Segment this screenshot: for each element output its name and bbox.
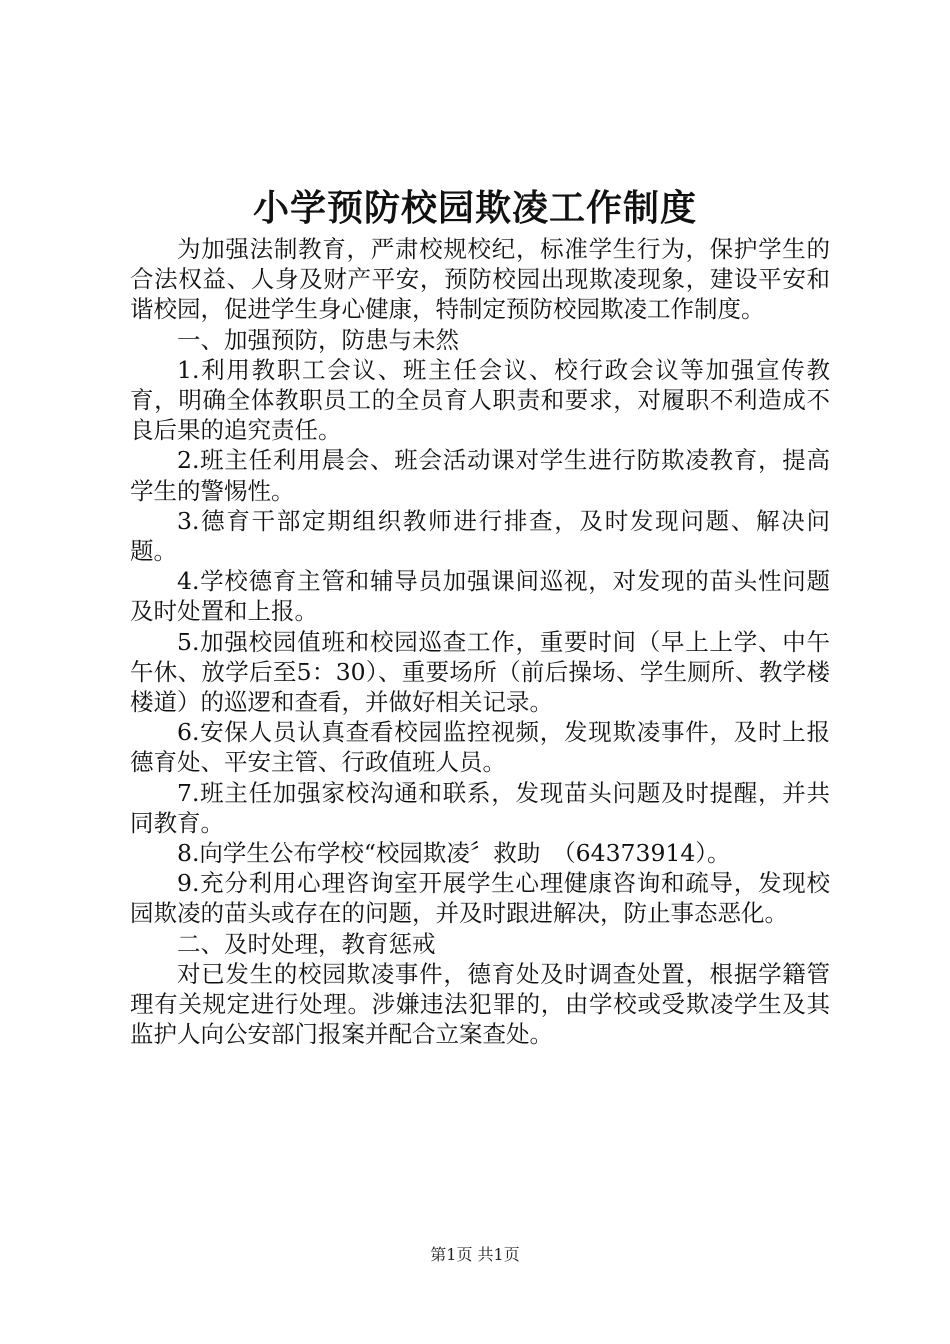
list-item-4: 4.学校德育主管和辅导员加强课间巡视，对发现的苗头性问题及时处置和上报。	[130, 567, 830, 626]
section-heading-1: 一、加强预防，防患与未然	[177, 325, 459, 354]
closing-paragraph: 对已发生的校园欺凌事件，德育处及时调查处置，根据学籍管理有关规定进行处理。涉嫌违法犯罪的，由学校或受欺凌学生及其监护人向公安部门报案并配合立案查处。	[130, 959, 830, 1049]
list-item-2: 2.班主任利用晨会、班会活动课对学生进行防欺凌教育，提高学生的警惕性。	[130, 446, 830, 505]
list-item-7: 7.班主任加强家校沟通和联系，发现苗头问题及时提醒，并共同教育。	[130, 778, 830, 837]
section-heading-2: 二、及时处理，教育惩戒	[177, 929, 436, 958]
list-item-5: 5.加强校园值班和校园巡查工作，重要时间（早上上学、中午午休、放学后至5：30）、重要场所（前后操场、学生厕所、教学楼楼道）的巡逻和查看，并做好相关记录。	[130, 627, 830, 717]
intro-paragraph: 为加强法制教育，严肃校规校纪，标准学生行为，保护学生的合法权益、人身及财产平安，预防校园出现欺凌现象，建设平安和谐校园，促进学生身心健康，特制定预防校园欺凌工作制度。	[130, 235, 830, 324]
document-title: 小学预防校园欺凌工作制度	[252, 187, 697, 229]
list-item-3: 3.德育干部定期组织教师进行排查，及时发现问题、解决问题。	[130, 506, 830, 566]
list-item-6: 6.安保人员认真查看校园监控视频，发现欺凌事件，及时上报德育处、平安主管、行政值班人员。	[130, 718, 830, 777]
list-item-8: 8.向学生公布学校“校园欺凌〞救助 （64373914）。	[177, 839, 731, 868]
document-body	[130, 234, 830, 1049]
list-item-9: 9.充分利用心理咨询室开展学生心理健康咨询和疏导，发现校园欺凌的苗头或存在的问题，并及时跟进解决，防止事态恶化。	[130, 869, 830, 928]
list-item-1: 1.利用教职工会议、班主任会议、校行政会议等加强宣传教育，明确全体教职员工的全员育人职责和要求，对履职不利造成不良后果的追究责任。	[130, 355, 830, 445]
page-number-footer: 第1页 共1页	[430, 1245, 520, 1264]
